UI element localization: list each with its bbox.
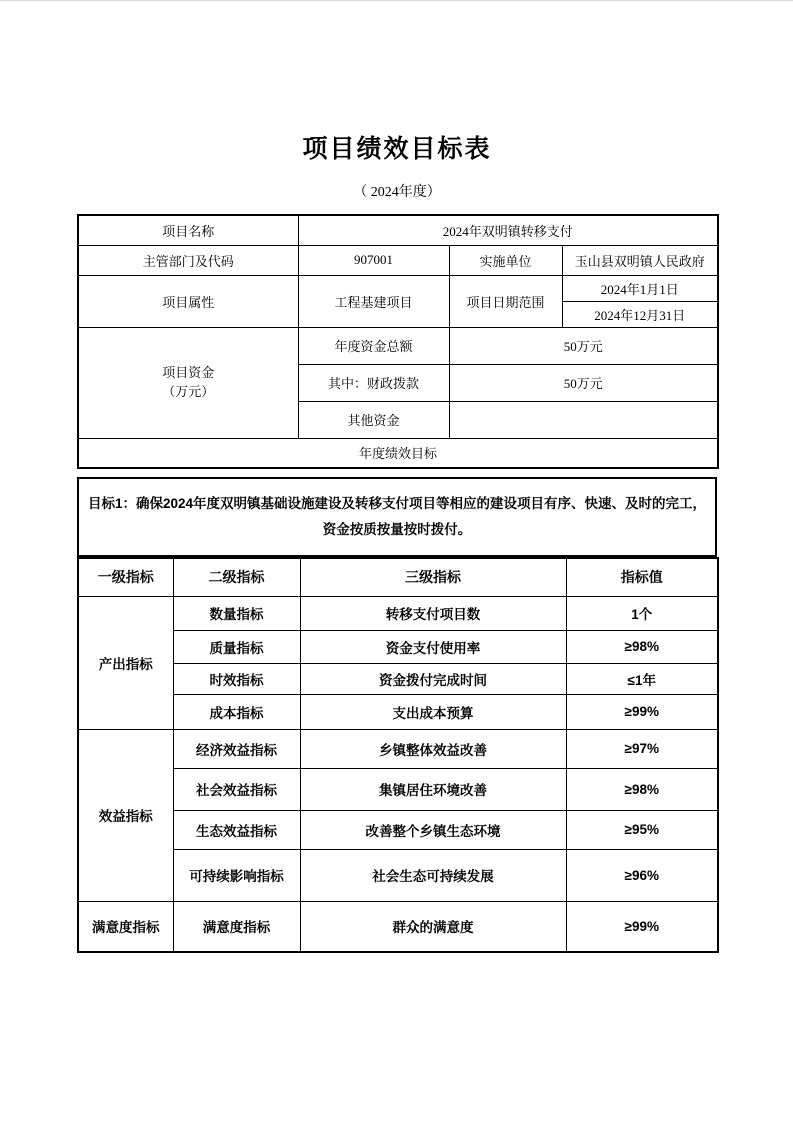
indicator-row — [78, 729, 718, 768]
indicator-table — [77, 557, 719, 953]
attribute-value: 工程基建项目 — [298, 275, 449, 327]
level1-benefit: 效益指标 — [78, 729, 173, 901]
header-value: 指标值 — [566, 558, 718, 596]
value-cell: ≥99% — [566, 694, 718, 729]
page-title: 项目绩效目标表 — [302, 136, 492, 163]
fund-other-value — [449, 401, 718, 438]
level1-satisfaction: 满意度指标 — [78, 901, 173, 952]
level2-cell: 社会效益指标 — [173, 768, 300, 810]
impl-unit-label: 实施单位 — [449, 245, 562, 275]
header-level2: 二级指标 — [173, 558, 300, 596]
level2-cell: 满意度指标 — [173, 901, 300, 952]
level2-cell: 数量指标 — [173, 596, 300, 630]
fund-total-label: 年度资金总额 — [298, 327, 449, 364]
indicator-row — [78, 901, 718, 952]
indicator-row — [78, 630, 718, 663]
header-level3: 三级指标 — [300, 558, 566, 596]
indicator-row — [78, 663, 718, 694]
level3-cell: 支出成本预算 — [300, 694, 566, 729]
indicator-row — [78, 810, 718, 849]
table-row-department — [78, 245, 718, 275]
project-name-label: 项目名称 — [78, 215, 298, 245]
value-cell: ≤1年 — [566, 663, 718, 694]
level3-cell: 社会生态可持续发展 — [300, 849, 566, 901]
value-cell: ≥96% — [566, 849, 718, 901]
level3-cell: 转移支付项目数 — [300, 596, 566, 630]
level3-cell: 集镇居住环境改善 — [300, 768, 566, 810]
fund-label-line2: （万元） — [162, 383, 215, 399]
date-end: 2024年12月31日 — [562, 301, 718, 327]
level3-cell: 资金拨付完成时间 — [300, 663, 566, 694]
level2-cell: 成本指标 — [173, 694, 300, 729]
level2-cell: 经济效益指标 — [173, 729, 300, 768]
level1-output: 产出指标 — [78, 596, 173, 729]
indicator-row — [78, 849, 718, 901]
department-code: 907001 — [298, 245, 449, 275]
attribute-label: 项目属性 — [78, 275, 298, 327]
value-cell: ≥98% — [566, 768, 718, 810]
indicator-row — [78, 768, 718, 810]
level3-cell: 乡镇整体效益改善 — [300, 729, 566, 768]
level3-cell: 群众的满意度 — [300, 901, 566, 952]
project-name-value: 2024年双明镇转移支付 — [298, 215, 718, 245]
level2-cell: 质量指标 — [173, 630, 300, 663]
fund-total-value: 50万元 — [449, 327, 718, 364]
project-info-table — [77, 214, 719, 469]
header-level1: 一级指标 — [78, 558, 173, 596]
indicator-row — [78, 596, 718, 630]
table-row-fund-total — [78, 327, 718, 364]
indicator-row — [78, 694, 718, 729]
level2-cell: 时效指标 — [173, 663, 300, 694]
value-cell: ≥97% — [566, 729, 718, 768]
goal-box — [77, 477, 717, 557]
fund-fiscal-label: 其中：财政拨款 — [298, 364, 449, 401]
fund-fiscal-value: 50万元 — [449, 364, 718, 401]
value-cell: ≥95% — [566, 810, 718, 849]
table-row-attribute — [78, 275, 718, 301]
fund-label — [78, 327, 298, 438]
value-cell: ≥98% — [566, 630, 718, 663]
indicator-header-row — [78, 558, 718, 596]
department-label: 主管部门及代码 — [78, 245, 298, 275]
date-range-label: 项目日期范围 — [449, 275, 562, 327]
level3-cell: 改善整个乡镇生态环境 — [300, 810, 566, 849]
level2-cell: 生态效益指标 — [173, 810, 300, 849]
value-cell: ≥99% — [566, 901, 718, 952]
goal-text: 目标1：确保2024年度双明镇基础设施建设及转移支付项目等相应的建设项目有序、快速、及时的完工，资金按质按量按时拨付。 — [87, 496, 707, 537]
date-start: 2024年1月1日 — [562, 275, 718, 301]
level2-cell: 可持续影响指标 — [173, 849, 300, 901]
value-cell: 1个 — [566, 596, 718, 630]
fund-other-label: 其他资金 — [298, 401, 449, 438]
document-content — [77, 129, 717, 953]
annual-target-section-header: 年度绩效目标 — [78, 438, 718, 468]
table-row-project-name — [78, 215, 718, 245]
fund-label-line1: 项目资金 — [162, 364, 215, 380]
level3-cell: 资金支付使用率 — [300, 630, 566, 663]
page-subtitle: （ 2024年度） — [353, 185, 441, 200]
impl-unit-value: 玉山县双明镇人民政府 — [562, 245, 718, 275]
table-row-section-header — [78, 438, 718, 468]
